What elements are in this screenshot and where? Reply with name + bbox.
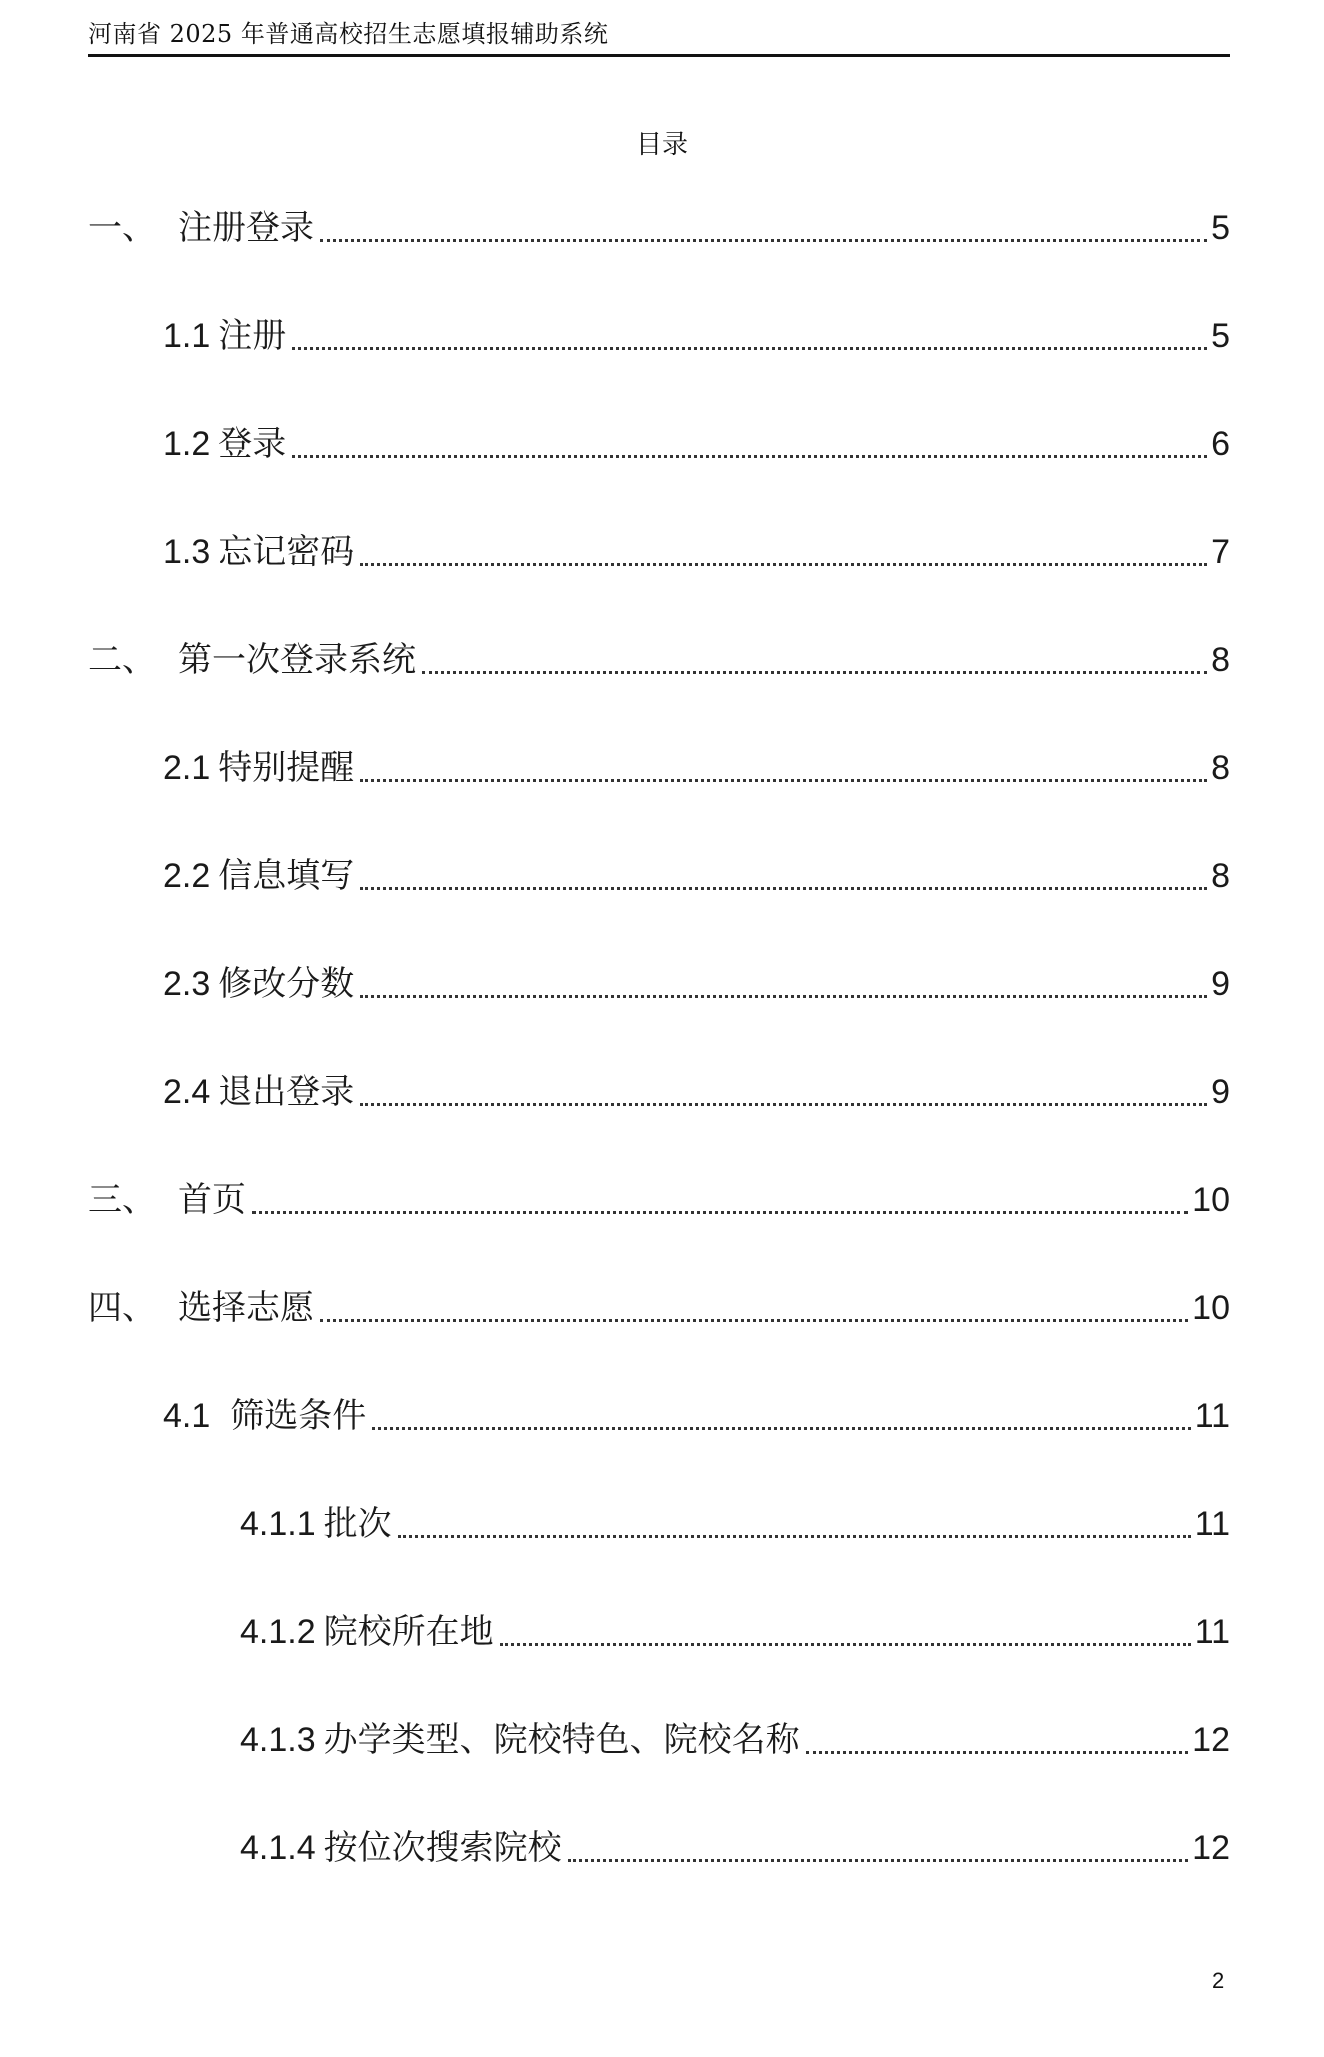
toc-entry-label bbox=[163, 848, 354, 904]
toc-entry-label bbox=[240, 1496, 392, 1552]
toc-dot-leader bbox=[252, 1211, 1188, 1214]
toc-entry-page: 10 bbox=[1192, 1289, 1230, 1327]
toc-entry-label bbox=[88, 200, 314, 256]
toc-entry-title: 登录 bbox=[218, 424, 287, 464]
toc-entry-page: 9 bbox=[1211, 965, 1230, 1003]
toc-entry-page: 11 bbox=[1194, 1613, 1230, 1651]
toc-entry-subsection[interactable] bbox=[240, 1820, 1230, 1876]
toc-entry-number: 二、 bbox=[88, 640, 156, 680]
toc-dot-leader bbox=[320, 1319, 1188, 1322]
toc-entry-title: 第一次登录系统 bbox=[178, 640, 416, 680]
toc-entry-label bbox=[88, 1280, 314, 1336]
toc-entry-number: 4.1.1 bbox=[240, 1505, 316, 1543]
toc-entry-title: 批次 bbox=[323, 1504, 392, 1544]
toc-entry-page: 11 bbox=[1194, 1505, 1230, 1543]
toc-entry-number: 2.4 bbox=[163, 1073, 211, 1111]
toc-entry-section[interactable] bbox=[163, 524, 1230, 580]
toc-dot-leader bbox=[372, 1427, 1190, 1430]
toc-entry-label bbox=[88, 632, 416, 688]
toc-entry-page: 7 bbox=[1211, 533, 1230, 571]
toc-entry-section[interactable] bbox=[163, 416, 1230, 472]
toc-entry-page: 8 bbox=[1211, 857, 1230, 895]
toc-entry-number: 四、 bbox=[88, 1288, 156, 1328]
toc-entry-number: 1.1 bbox=[163, 317, 211, 355]
toc-entry-page: 12 bbox=[1192, 1829, 1230, 1867]
toc-entry-label bbox=[163, 524, 354, 580]
toc-entry-subsection[interactable] bbox=[240, 1712, 1230, 1768]
toc-entry-section[interactable] bbox=[163, 308, 1230, 364]
toc-dot-leader bbox=[292, 347, 1207, 350]
toc-entry-label bbox=[240, 1712, 800, 1768]
toc-dot-leader bbox=[500, 1643, 1191, 1646]
toc-entry-section[interactable] bbox=[163, 740, 1230, 796]
toc-entry-number: 1.2 bbox=[163, 425, 211, 463]
toc-entry-title: 信息填写 bbox=[218, 856, 355, 896]
toc-entry-page: 8 bbox=[1211, 641, 1230, 679]
toc-entry-title: 首页 bbox=[178, 1180, 246, 1220]
toc-dot-leader bbox=[422, 671, 1207, 674]
toc-dot-leader bbox=[360, 1103, 1207, 1106]
toc-dot-leader bbox=[360, 995, 1207, 998]
toc-entry-title: 筛选条件 bbox=[230, 1396, 367, 1436]
toc-entry-number: 三、 bbox=[88, 1180, 156, 1220]
toc-entry-title: 按位次搜索院校 bbox=[323, 1828, 562, 1868]
toc-dot-leader bbox=[398, 1535, 1191, 1538]
toc-entry-label bbox=[240, 1820, 562, 1876]
toc-entry-number: 一、 bbox=[88, 208, 156, 248]
toc-entry-label bbox=[163, 1388, 366, 1444]
toc-title: 目录 bbox=[635, 130, 688, 160]
toc-entry-label bbox=[163, 416, 286, 472]
toc-entry-title: 退出登录 bbox=[218, 1072, 355, 1112]
toc-entry-section[interactable] bbox=[163, 956, 1230, 1012]
toc-entry-section[interactable] bbox=[163, 1064, 1230, 1120]
toc-entry-page: 6 bbox=[1211, 425, 1230, 463]
toc-entry-chapter[interactable] bbox=[88, 1172, 1230, 1228]
toc-entry-page: 5 bbox=[1211, 317, 1230, 355]
toc-entry-number: 4.1 bbox=[163, 1397, 211, 1435]
toc-entry-title: 选择志愿 bbox=[178, 1288, 314, 1328]
toc-entry-number: 4.1.3 bbox=[240, 1721, 316, 1759]
toc-dot-leader bbox=[360, 887, 1207, 890]
toc-entry-label bbox=[163, 956, 354, 1012]
toc-entry-chapter[interactable] bbox=[88, 632, 1230, 688]
toc-entry-subsection[interactable] bbox=[240, 1604, 1230, 1660]
toc-entry-title: 修改分数 bbox=[218, 964, 355, 1004]
toc-entry-title: 特别提醒 bbox=[218, 748, 355, 788]
toc-entry-page: 8 bbox=[1211, 749, 1230, 787]
toc-entry-label bbox=[163, 308, 286, 364]
running-header: 河南省 2025 年普通高校招生志愿填报辅助系统 bbox=[88, 20, 609, 48]
toc-entry-section[interactable] bbox=[163, 848, 1230, 904]
toc-entry-chapter[interactable] bbox=[88, 200, 1230, 256]
page-number: 2 bbox=[1212, 1968, 1225, 1993]
toc-entry-number: 4.1.2 bbox=[240, 1613, 316, 1651]
toc-entry-title: 忘记密码 bbox=[218, 532, 355, 572]
toc-dot-leader bbox=[320, 239, 1207, 242]
toc-entry-subsection[interactable] bbox=[240, 1496, 1230, 1552]
toc-entry-label bbox=[163, 740, 354, 796]
toc-entry-number: 4.1.4 bbox=[240, 1829, 316, 1867]
toc-entry-number: 2.1 bbox=[163, 749, 211, 787]
toc-entry-label bbox=[163, 1064, 354, 1120]
toc-entry-number: 2.3 bbox=[163, 965, 211, 1003]
toc-dot-leader bbox=[360, 563, 1207, 566]
toc-dot-leader bbox=[360, 779, 1207, 782]
toc-dot-leader bbox=[806, 1751, 1189, 1754]
toc-entry-title: 注册登录 bbox=[178, 208, 314, 248]
toc-entry-page: 5 bbox=[1211, 209, 1230, 247]
toc-entry-page: 9 bbox=[1211, 1073, 1230, 1111]
toc-entry-number: 2.2 bbox=[163, 857, 211, 895]
toc-entry-chapter[interactable] bbox=[88, 1280, 1230, 1336]
toc-entry-title: 办学类型、院校特色、院校名称 bbox=[323, 1720, 800, 1760]
toc-entry-title: 注册 bbox=[218, 316, 287, 356]
toc-entry-title: 院校所在地 bbox=[323, 1612, 494, 1652]
toc-entry-number: 1.3 bbox=[163, 533, 211, 571]
toc-entry-page: 10 bbox=[1192, 1181, 1230, 1219]
toc-entry-label bbox=[240, 1604, 494, 1660]
toc-entry-section[interactable] bbox=[163, 1388, 1230, 1444]
toc-dot-leader bbox=[292, 455, 1207, 458]
toc-entry-page: 12 bbox=[1192, 1721, 1230, 1759]
toc-entry-page: 11 bbox=[1194, 1397, 1230, 1435]
toc-entry-label bbox=[88, 1172, 246, 1228]
toc-dot-leader bbox=[568, 1859, 1189, 1862]
